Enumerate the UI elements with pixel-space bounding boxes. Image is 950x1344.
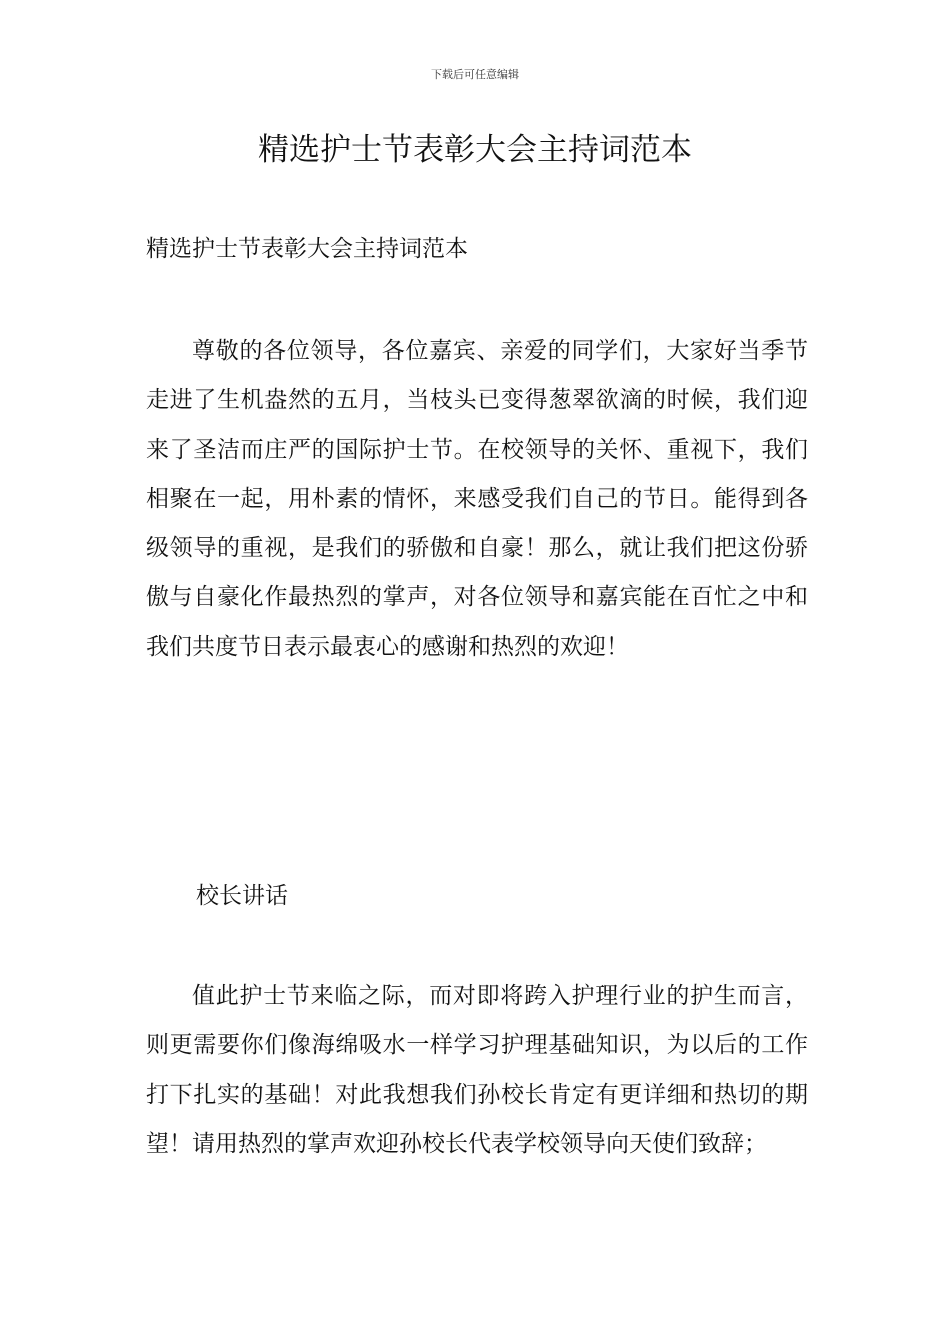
download-note: 下载后可任意编辑 <box>431 68 519 81</box>
speech-heading: 校长讲话 <box>196 883 288 909</box>
document-title: 精选护士节表彰大会主持词范本 <box>258 132 692 168</box>
opening-paragraph: 尊敬的各位领导，各位嘉宾、亲爱的同学们，大家好当季节走进了生机盎然的五月，当枝头已变得葱翠欲滴的时候，我们迎来了圣洁而庄严的国际护士节。在校领导的关怀、重视下，我们相聚在一起，用朴素的情怀，来感受我们自己的节日。能得到各级领导的重视，是我们的骄傲和自豪！那么，就让我们把这份骄傲与自豪化作最热烈的掌声，对各位领导和嘉宾能在百忙之中和我们共度节日表示最衷心的感谢和热烈的欢迎！ <box>146 338 808 660</box>
document-subtitle: 精选护士节表彰大会主持词范本 <box>146 236 468 262</box>
speech-intro-paragraph: 值此护士节来临之际，而对即将跨入护理行业的护生而言，则更需要你们像海绵吸水一样学习护理基础知识，为以后的工作打下扎实的基础！对此我想我们孙校长肯定有更详细和热切的期望！请用热烈的掌声欢迎孙校长代表学校领导向天使们致辞； <box>146 983 808 1157</box>
